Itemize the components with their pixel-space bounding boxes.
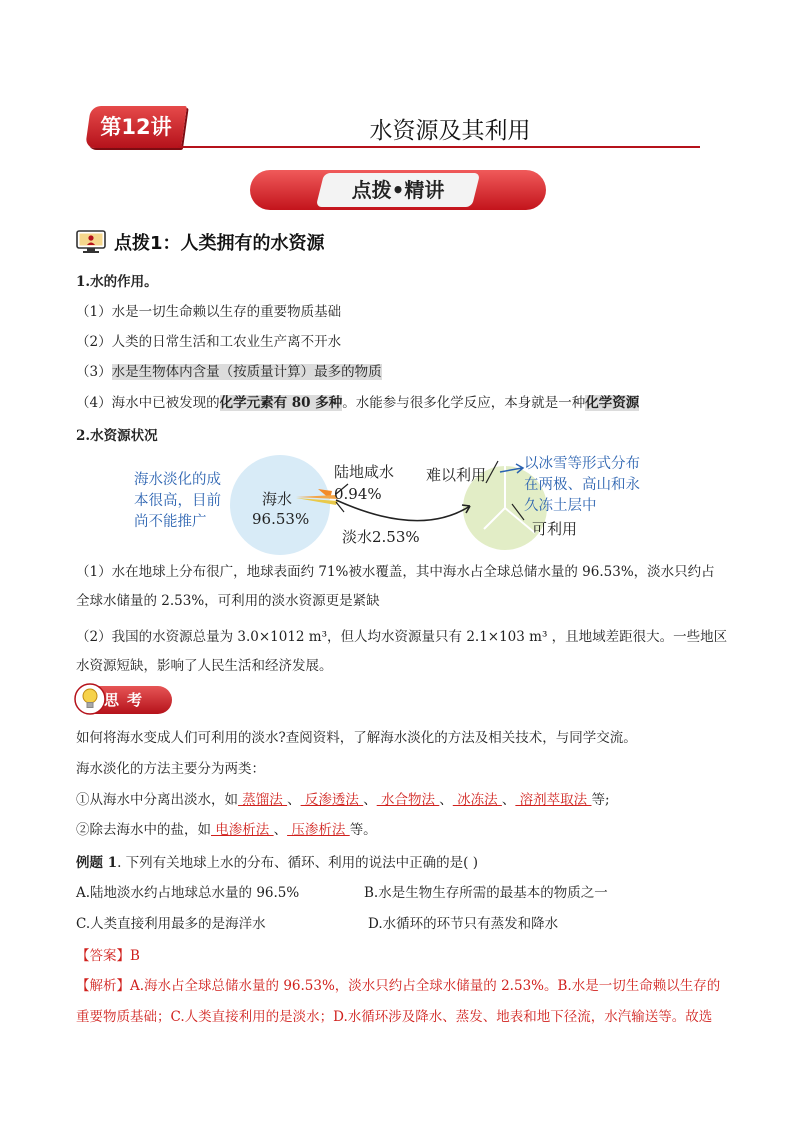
role-item-4-bold-resource: 化学资源	[585, 395, 640, 411]
sea-water-label: 海水	[262, 490, 293, 508]
role-item-4	[76, 393, 639, 413]
separator: 、	[363, 792, 377, 808]
fresh-water-label: 淡水2.53%	[342, 528, 420, 546]
blank-reverse-osmosis: 反渗透法	[300, 792, 364, 808]
option-a: A.陆地淡水约占地球总水量的 96.5%	[76, 885, 300, 901]
desalination-note-line: 本很高，目前	[134, 493, 221, 509]
think-question: 如何将海水变成人们可利用的淡水?查阅资料，了解海水淡化的方法及相关技术，与同学交流。	[76, 730, 637, 746]
think-label: 思考	[104, 691, 151, 709]
status-paragraph-2: （2）我国的水资源总量为 3.0×1012 m³，但人均水资源量只有 2.1×103 m³ ，且地域差距很大。一些地区	[76, 629, 728, 645]
role-item-4-bold-elements: 化学元素有 80 多种	[219, 395, 343, 411]
option-b: B.水是生物生存所需的最基本的物质之一	[364, 885, 608, 901]
desalting-prefix: ②除去海水中的盐，如	[76, 822, 211, 838]
analysis-line-1: 【解析】A.海水占全球总储水量的 96.53%，淡水只约占全球水储量的 2.53%。B.水是一切生命赖以生存的	[76, 978, 721, 994]
desalting-methods-line	[76, 820, 377, 840]
role-item-4-middle: 。水能参与很多化学反应，本身就是一种	[342, 395, 586, 411]
ice-snow-note-line: 久冻土层中	[524, 498, 597, 514]
desalination-note	[134, 470, 221, 533]
lesson-number: 第12讲	[100, 115, 172, 139]
role-item-3	[76, 362, 382, 382]
roles-heading: 1.水的作用。	[76, 274, 158, 290]
status-paragraph-2-cont: 水资源短缺，影响了人民生活和经济发展。	[76, 658, 333, 674]
desalination-note-line: 海水淡化的成	[134, 472, 221, 488]
role-item-3-number: （3）	[76, 364, 112, 380]
status-paragraph-1-cont: 全球水储量的 2.53%，可利用的淡水资源更是紧缺	[76, 593, 380, 609]
role-item-2: （2）人类的日常生活和工农业生产离不开水	[76, 334, 342, 350]
hard-to-use-label: 难以利用	[426, 466, 487, 484]
separator: 、	[439, 792, 453, 808]
blank-hydrate: 水合物法	[376, 792, 440, 808]
blank-solvent-extraction: 溶剂萃取法	[515, 792, 592, 808]
methods-suffix: 等;	[591, 792, 610, 808]
ice-snow-note-line: 在两极、高山和永	[524, 477, 640, 493]
example-stem	[76, 853, 478, 873]
section-banner-label: 点拨•精讲	[351, 178, 445, 202]
separator: 、	[501, 792, 516, 808]
sea-water-value: 96.53%	[252, 510, 310, 528]
option-d: D.水循环的环节只有蒸发和降水	[368, 916, 559, 932]
computer-teacher-icon	[76, 230, 106, 254]
methods-prefix: ①从海水中分离出淡水，如	[76, 792, 238, 808]
blank-freezing: 冰冻法	[452, 792, 502, 808]
desalination-note-line: 尚不能推广	[134, 514, 207, 530]
role-item-1: （1）水是一切生命赖以生存的重要物质基础	[76, 304, 342, 320]
separator: 、	[287, 792, 301, 808]
role-item-3-highlight: 水是生物体内含量（按质量计算）最多的物质	[111, 364, 382, 380]
analysis-line-2: 重要物质基础；C.人类直接利用的是淡水；D.水循环涉及降水、蒸发、地表和地下径流，水汽输送等。故选	[76, 1009, 713, 1025]
page-title: 水资源及其利用	[369, 118, 531, 144]
blank-electrodialysis: 电渗析法	[211, 822, 274, 838]
lightbulb-icon	[74, 683, 106, 715]
saline-label: 陆地咸水	[334, 463, 395, 481]
option-c: C.人类直接利用最多的是海洋水	[76, 916, 266, 932]
role-item-4-prefix: （4）海水中已被发现的	[76, 395, 220, 411]
title-divider	[178, 146, 700, 148]
blank-distillation: 蒸馏法	[238, 792, 288, 808]
answer: 【答案】B	[76, 948, 140, 964]
desalination-methods-line	[76, 790, 610, 810]
example-label: 例题 1	[76, 855, 118, 871]
section-title: 点拨1：人类拥有的水资源	[114, 233, 325, 254]
status-paragraph-1: （1）水在地球上分布很广，地球表面约 71%被水覆盖，其中海水占全球总储水量的 96.53%，淡水只约占	[76, 564, 715, 580]
ice-snow-note-line: 以冰雪等形式分布	[524, 456, 640, 472]
think-intro: 海水淡化的方法主要分为两类：	[76, 761, 265, 777]
saline-value: 0.94%	[334, 485, 382, 503]
desalting-suffix: 等。	[349, 822, 377, 838]
blank-pressure-dialysis: 压渗析法	[287, 822, 350, 838]
usable-label: 可利用	[532, 520, 578, 538]
ice-snow-note	[524, 454, 640, 517]
separator: 、	[273, 822, 288, 838]
example-question: . 下列有关地球上水的分布、循环、利用的说法中正确的是( )	[117, 855, 479, 871]
status-heading: 2.水资源状况	[76, 428, 158, 444]
